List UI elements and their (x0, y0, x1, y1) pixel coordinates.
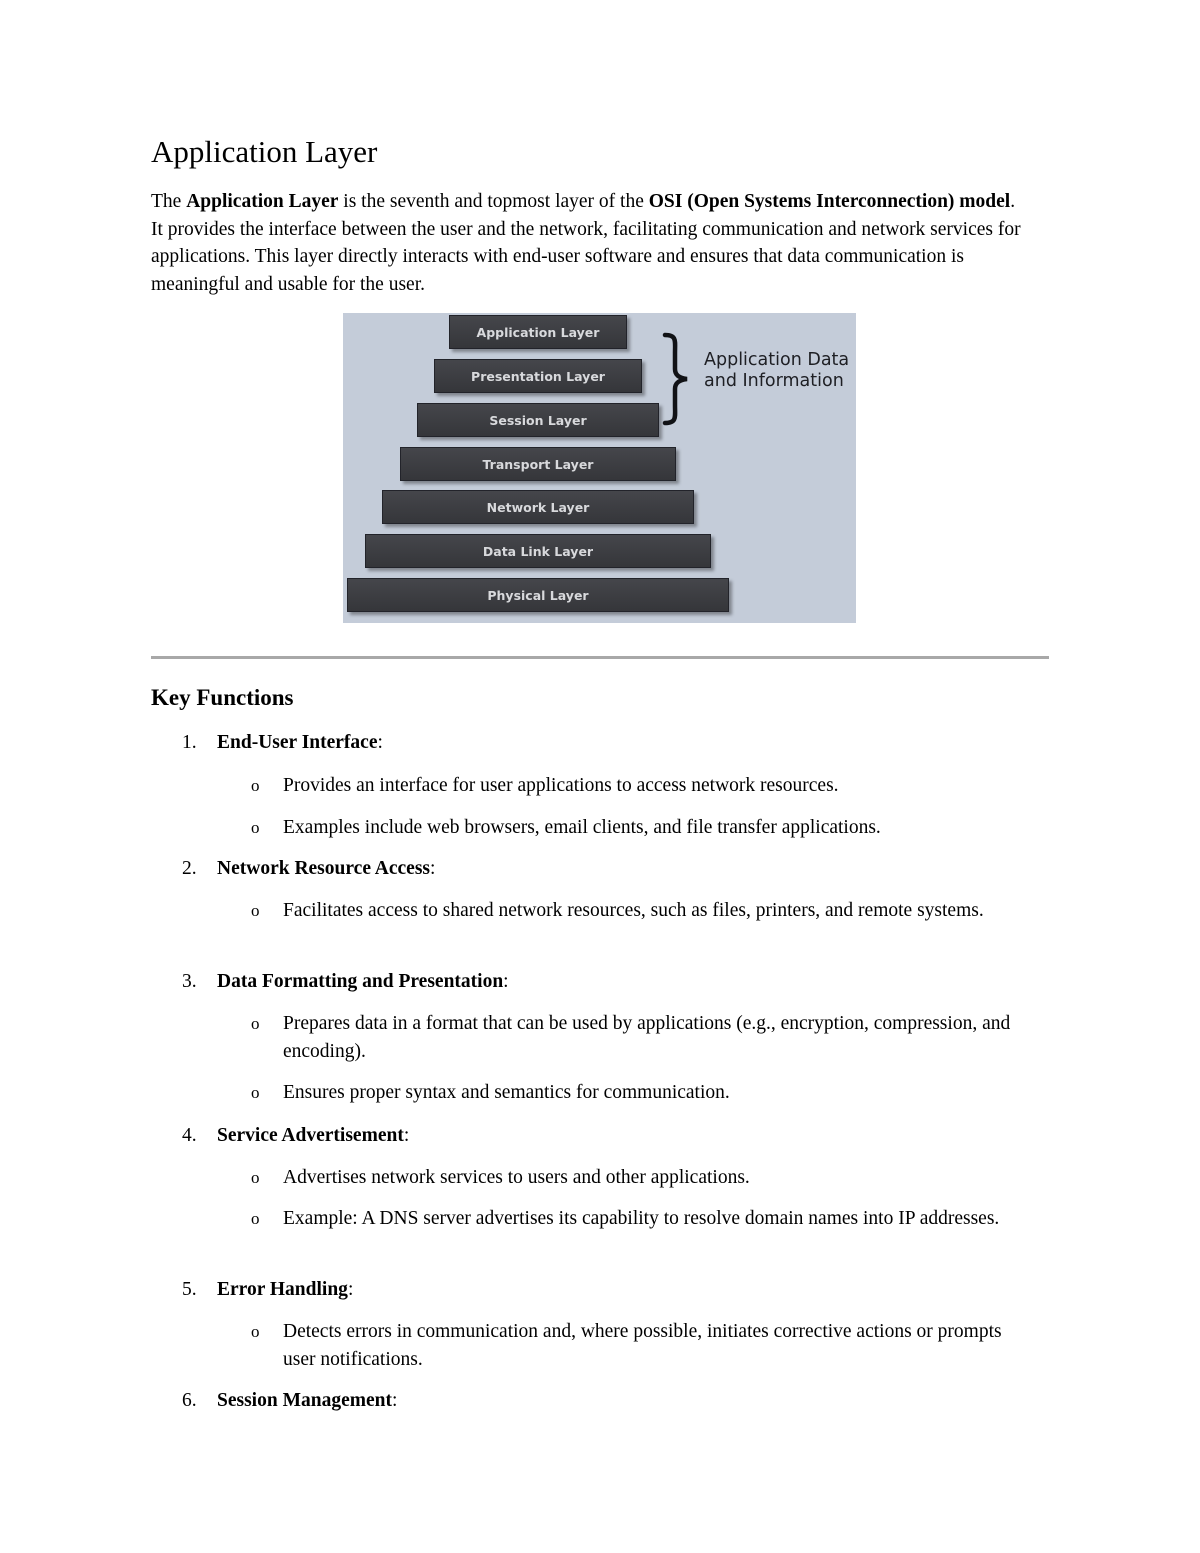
function-suffix: : (503, 971, 509, 992)
bullet-text: Facilitates access to shared network resources, such as files, printers, and remote systems. (283, 900, 984, 921)
brace-label (704, 350, 849, 392)
function-number: 5. (182, 1279, 197, 1300)
bullet-icon: o (251, 1014, 260, 1033)
layer-data-link: Data Link Layer (365, 534, 711, 568)
function-name-bold: Data Formatting and Presentation (217, 971, 504, 992)
page-title: Application Layer (151, 134, 378, 169)
layer-session: Session Layer (417, 403, 659, 437)
bullet-icon: o (251, 1168, 260, 1187)
intro-bold-2: OSI (Open Systems Interconnection) model (648, 191, 1011, 212)
bullet-text: Ensures proper syntax and semantics for communication. (283, 1082, 730, 1103)
intro-text-3: . It provides the interface between the user and the network, facilitating communication and network services for applications. This layer directly interacts with end-user software and ensures that data communication is meaningful and usable for the user. (151, 191, 1021, 295)
function-name-bold: Error Handling (217, 1279, 348, 1300)
function-name (217, 1276, 353, 1303)
layer-presentation: Presentation Layer (434, 359, 642, 393)
bullet-icon: o (251, 1322, 260, 1341)
function-number: 1. (182, 732, 197, 753)
bullet-icon: o (251, 776, 260, 795)
function-number: 6. (182, 1390, 197, 1411)
function-suffix: : (347, 1279, 354, 1300)
curly-brace-icon (661, 331, 691, 427)
layer-physical: Physical Layer (347, 578, 729, 612)
layer-network: Network Layer (382, 490, 694, 524)
bullet-text: Provides an interface for user applications to access network resources. (283, 775, 839, 796)
bullet-text: Example: A DNS server advertises its capability to resolve domain names into IP addresses. (283, 1208, 1000, 1229)
bullet-text: Examples include web browsers, email clients, and file transfer applications. (283, 817, 881, 838)
function-name (217, 968, 509, 995)
function-number: 4. (182, 1125, 197, 1146)
brace-label-line2: and Information (704, 371, 844, 391)
bullet-text: Prepares data in a format that can be used by applications (e.g., encryption, compression, and encoding). (283, 1013, 1011, 1062)
bullet-icon: o (251, 818, 260, 837)
horizontal-rule (151, 656, 1049, 659)
function-name-bold: Session Management (217, 1390, 392, 1411)
intro-bold-1: Application Layer (186, 191, 339, 212)
function-suffix: : (403, 1125, 410, 1146)
function-name (217, 1387, 397, 1414)
osi-layer-diagram (343, 313, 856, 623)
function-name (217, 1122, 409, 1149)
function-number: 2. (182, 858, 197, 879)
function-name-bold: Network Resource Access (217, 858, 430, 879)
function-suffix: : (391, 1390, 398, 1411)
function-name (217, 729, 383, 756)
bullet-text: Advertises network services to users and other applications. (283, 1167, 750, 1188)
layer-application: Application Layer (449, 315, 627, 349)
section-title: Key Functions (151, 685, 294, 710)
intro-text-2: is the seventh and topmost layer of the (338, 191, 649, 212)
function-name-bold: End-User Interface (217, 732, 378, 753)
function-name (217, 855, 435, 882)
intro-text-1: The (151, 191, 187, 212)
brace-label-line1: Application Data (704, 350, 850, 370)
bullet-text: Detects errors in communication and, where possible, initiates corrective actions or prompts user notifications. (283, 1321, 1002, 1370)
bullet-icon: o (251, 1083, 260, 1102)
bullet-icon: o (251, 1209, 260, 1228)
function-name-bold: Service Advertisement (217, 1125, 404, 1146)
function-number: 3. (182, 971, 197, 992)
intro-paragraph (151, 188, 1021, 298)
function-suffix: : (377, 732, 383, 753)
bullet-icon: o (251, 901, 260, 920)
function-suffix: : (430, 858, 436, 879)
layer-transport: Transport Layer (400, 447, 676, 481)
